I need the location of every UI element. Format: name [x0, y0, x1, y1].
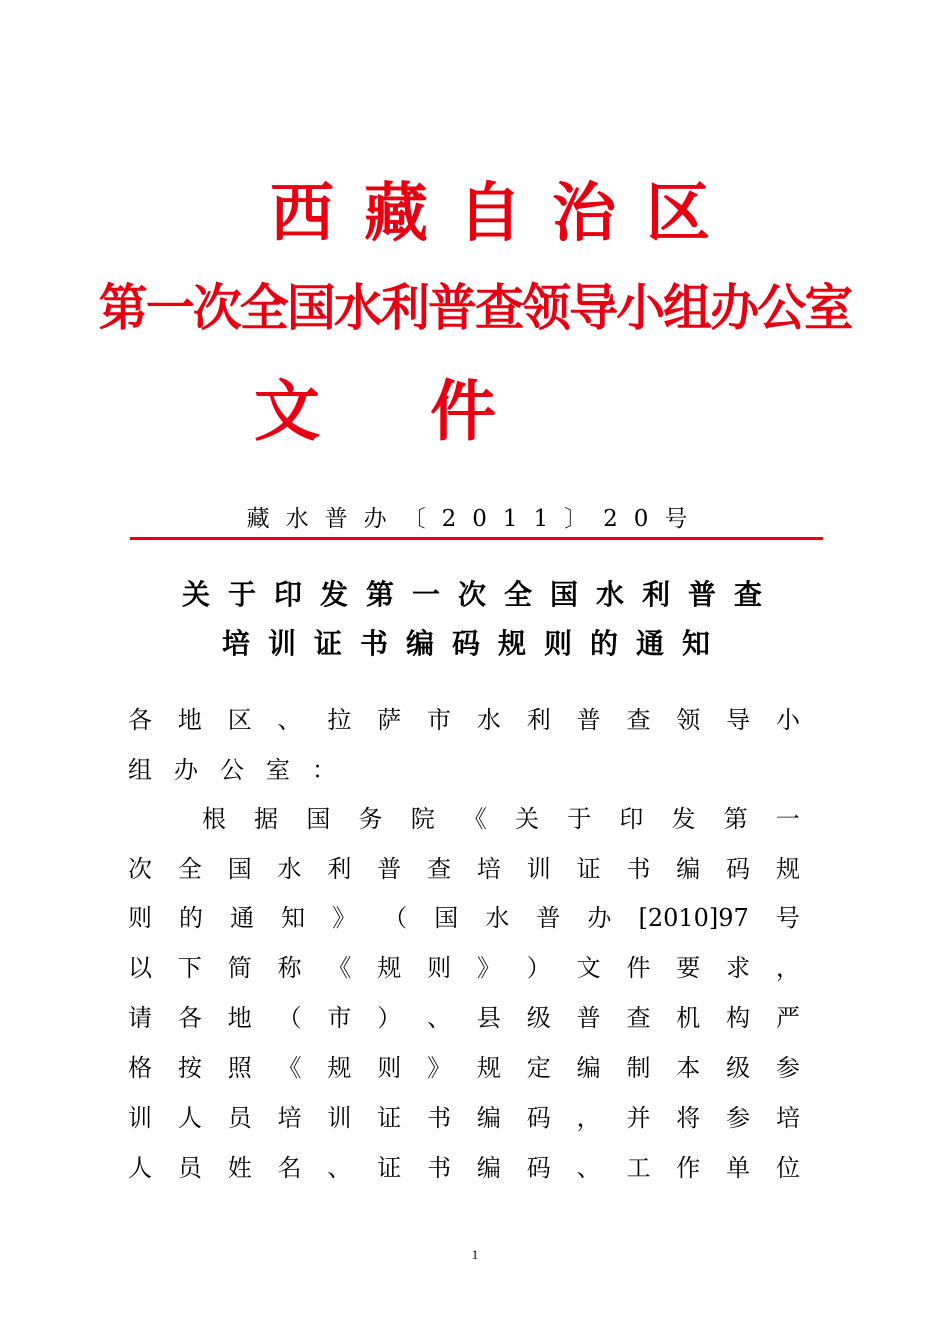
body-line	[128, 1000, 800, 1036]
body-line	[128, 702, 800, 738]
body-char: 发	[671, 805, 696, 833]
body-char: 编	[476, 1104, 501, 1132]
body-char: 级	[726, 1054, 751, 1082]
body-char: 训	[327, 1104, 352, 1132]
body-char: 位	[775, 1154, 800, 1182]
body-char: 请	[128, 1004, 152, 1032]
body-char: 码	[526, 1154, 551, 1182]
body-char: 书	[427, 1104, 452, 1132]
body-char: 公	[220, 756, 244, 784]
body-char: 地	[177, 706, 202, 734]
body-line	[202, 801, 800, 837]
body-char: 《	[277, 1054, 302, 1082]
body-char: 严	[775, 1004, 800, 1032]
body-char: 萨	[377, 706, 402, 734]
body-char: 、	[277, 706, 302, 734]
body-char: 以	[128, 954, 152, 982]
body-char: 证	[377, 1154, 402, 1182]
body-char: 求	[726, 954, 751, 982]
body-char: 码	[526, 1104, 551, 1132]
body-char: 区	[227, 706, 252, 734]
body-char: 利	[327, 855, 352, 883]
red-divider	[130, 537, 823, 540]
issuer-name: 西藏自治区	[270, 176, 740, 251]
body-char: 务	[358, 805, 383, 833]
body-char: ，	[576, 1104, 601, 1132]
body-char: 姓	[227, 1154, 252, 1182]
body-char: 、	[576, 1154, 601, 1182]
body-char: 》	[332, 904, 357, 932]
body-char: 关	[515, 805, 540, 833]
body-char: 规	[775, 855, 800, 883]
body-char: 编	[676, 855, 701, 883]
body-char: 作	[676, 1154, 701, 1182]
body-char: 人	[128, 1154, 152, 1182]
body-char: 普	[576, 1004, 601, 1032]
body-char: 将	[676, 1104, 701, 1132]
body-char: 查	[626, 1004, 651, 1032]
body-char: 室	[266, 756, 290, 784]
body-char: 按	[177, 1054, 202, 1082]
body-char: 文	[576, 954, 601, 982]
body-char: 机	[676, 1004, 701, 1032]
body-char: 称	[277, 954, 302, 982]
body-char: 证	[377, 1104, 402, 1132]
body-char: 据	[254, 805, 279, 833]
body-char: 单	[726, 1154, 751, 1182]
body-char: 定	[526, 1054, 551, 1082]
body-char: 本	[676, 1054, 701, 1082]
body-char: 则	[377, 1054, 402, 1082]
body-char: 查	[427, 855, 452, 883]
document-number: 藏水普办〔2011〕20号	[246, 506, 704, 532]
body-char: 地	[227, 1004, 252, 1032]
body-char: [2010]97	[638, 904, 749, 932]
body-char: 规	[327, 1054, 352, 1082]
body-char: 要	[676, 954, 701, 982]
body-char: 各	[177, 1004, 202, 1032]
body-char: 办	[174, 756, 198, 784]
document-type: 文件	[254, 372, 606, 450]
body-char: 拉	[327, 706, 352, 734]
body-char: 、	[327, 1154, 352, 1182]
body-char: 次	[128, 855, 152, 883]
body-char: ）	[377, 1004, 402, 1032]
body-char: 参	[726, 1104, 751, 1132]
body-char: 水	[277, 855, 302, 883]
body-char: 规	[476, 1054, 501, 1082]
body-char: 导	[726, 706, 751, 734]
body-line	[128, 900, 800, 936]
body-char: 码	[726, 855, 751, 883]
body-char: 于	[567, 805, 592, 833]
body-char: 利	[526, 706, 551, 734]
body-char: 印	[619, 805, 644, 833]
body-char: 培	[476, 855, 501, 883]
body-char: 书	[427, 1154, 452, 1182]
body-char: 《	[462, 805, 487, 833]
body-char: 组	[128, 756, 152, 784]
body-char: 国	[434, 904, 459, 932]
body-char: 国	[227, 855, 252, 883]
body-char: 证	[576, 855, 601, 883]
body-char: 编	[476, 1154, 501, 1182]
body-char: 普	[536, 904, 561, 932]
body-char: 知	[281, 904, 306, 932]
body-char: 查	[626, 706, 651, 734]
body-line	[128, 851, 800, 887]
body-char: 并	[626, 1104, 651, 1132]
notice-title-line2: 培训证书编码规则的通知	[221, 627, 728, 660]
body-char: 则	[427, 954, 452, 982]
body-char: 格	[128, 1054, 152, 1082]
body-char: 构	[726, 1004, 751, 1032]
body-char: 人	[177, 1104, 202, 1132]
body-char: 名	[277, 1154, 302, 1182]
body-char: 简	[227, 954, 252, 982]
body-char: ）	[526, 954, 551, 982]
notice-title-line1: 关于印发第一次全国水利普查	[181, 578, 780, 611]
body-char: 培	[277, 1104, 302, 1132]
body-char: ：	[312, 756, 336, 784]
body-char: 水	[485, 904, 510, 932]
body-char: 下	[177, 954, 202, 982]
body-char: 工	[626, 1154, 651, 1182]
body-line	[128, 950, 800, 986]
body-char: 制	[626, 1054, 651, 1082]
body-char: 训	[128, 1104, 152, 1132]
body-char: 根	[202, 805, 226, 833]
body-line	[128, 752, 800, 788]
page-number: 1	[471, 1247, 479, 1262]
body-char: 院	[410, 805, 435, 833]
body-char: 小	[775, 706, 800, 734]
body-char: 第	[723, 805, 748, 833]
body-char: 领	[676, 706, 701, 734]
body-char: 普	[377, 855, 402, 883]
body-char: （	[277, 1004, 302, 1032]
body-char: 件	[626, 954, 651, 982]
body-char: 》	[476, 954, 501, 982]
body-char: 市	[327, 1004, 352, 1032]
body-char: 训	[526, 855, 551, 883]
body-char: 参	[775, 1054, 800, 1082]
body-char: 普	[576, 706, 601, 734]
body-char: 办	[587, 904, 612, 932]
body-char: 市	[427, 706, 452, 734]
body-char: 级	[526, 1004, 551, 1032]
body-char: 国	[306, 805, 331, 833]
body-char: 水	[476, 706, 501, 734]
body-char: （	[383, 904, 408, 932]
body-char: 书	[626, 855, 651, 883]
issuer-office: 第一次全国水利普查领导小组办公室	[98, 278, 852, 337]
body-char: 县	[476, 1004, 501, 1032]
body-char: 、	[427, 1004, 452, 1032]
body-char: 通	[230, 904, 255, 932]
body-char: 各	[128, 706, 152, 734]
body-char: 则	[128, 904, 152, 932]
body-line	[128, 1050, 800, 1086]
body-line	[128, 1100, 800, 1136]
body-char: 培	[775, 1104, 800, 1132]
body-char: 》	[427, 1054, 452, 1082]
body-char: 规	[377, 954, 402, 982]
body-char: 员	[227, 1104, 252, 1132]
body-char: 一	[775, 805, 800, 833]
body-char: 的	[179, 904, 204, 932]
body-char: 员	[177, 1154, 202, 1182]
body-char: 《	[327, 954, 352, 982]
body-char: 照	[227, 1054, 252, 1082]
body-char: 全	[177, 855, 202, 883]
body-char: ，	[775, 954, 800, 982]
body-char: 编	[576, 1054, 601, 1082]
body-line	[128, 1150, 800, 1186]
body-char: 号	[775, 904, 800, 932]
